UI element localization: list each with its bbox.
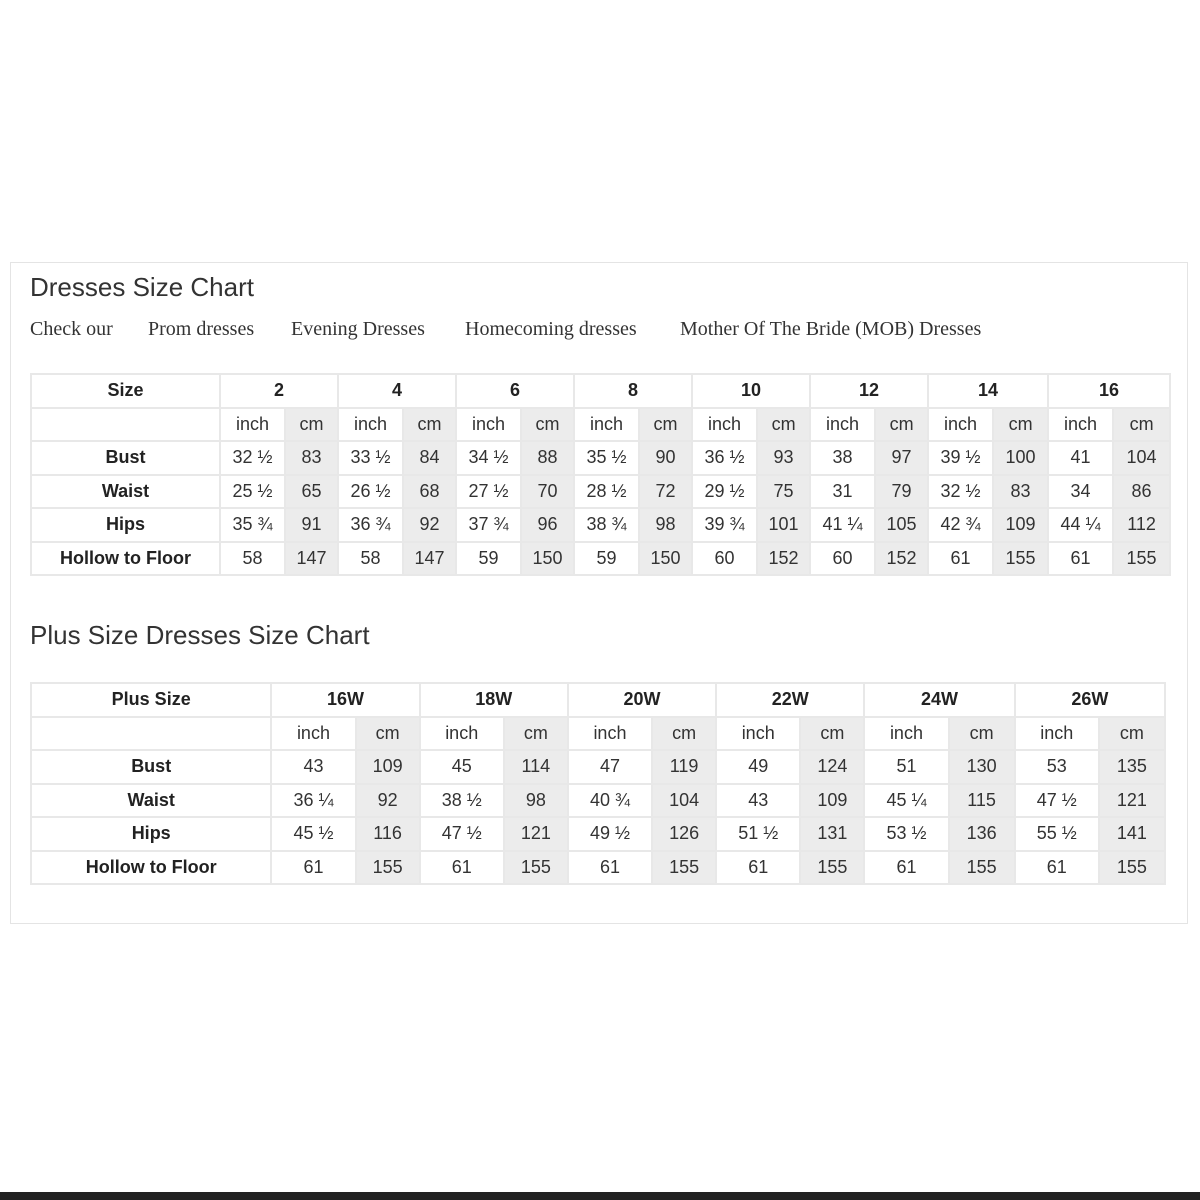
regular-size-header: 10: [692, 374, 810, 408]
cm-value-cell: 121: [1099, 784, 1165, 818]
link-mob-dresses[interactable]: Mother Of The Bride (MOB) Dresses: [680, 318, 982, 340]
cm-value-cell: 83: [993, 475, 1048, 509]
inch-value-cell: 42 ¾: [928, 508, 993, 542]
cm-value-cell: 92: [403, 508, 456, 542]
inch-value-cell: 61: [420, 851, 504, 885]
cm-value-cell: 155: [1113, 542, 1170, 576]
cm-value-cell: 72: [639, 475, 692, 509]
table-row: [31, 475, 1170, 509]
unit-inch: inch: [220, 408, 285, 442]
plus-size-header: 22W: [716, 683, 864, 717]
inch-value-cell: 43: [271, 750, 355, 784]
regular-size-header: 6: [456, 374, 574, 408]
inch-value-cell: 61: [928, 542, 993, 576]
cm-value-cell: 86: [1113, 475, 1170, 509]
inch-value-cell: 35 ½: [574, 441, 639, 475]
unit-cm: cm: [1099, 717, 1165, 751]
inch-value-cell: 44 ¼: [1048, 508, 1113, 542]
unit-cm: cm: [403, 408, 456, 442]
plus-size-header: 18W: [420, 683, 568, 717]
inch-value-cell: 33 ½: [338, 441, 403, 475]
cm-value-cell: 101: [757, 508, 810, 542]
cm-value-cell: 68: [403, 475, 456, 509]
cm-value-cell: 155: [652, 851, 716, 885]
table-row: [31, 817, 1165, 851]
cm-value-cell: 98: [504, 784, 568, 818]
cm-value-cell: 83: [285, 441, 338, 475]
table-row: [31, 441, 1170, 475]
cm-value-cell: 112: [1113, 508, 1170, 542]
cm-value-cell: 150: [639, 542, 692, 576]
inch-value-cell: 45 ½: [271, 817, 355, 851]
inch-value-cell: 58: [338, 542, 403, 576]
unit-inch: inch: [810, 408, 875, 442]
cm-value-cell: 152: [875, 542, 928, 576]
cm-value-cell: 155: [800, 851, 864, 885]
cm-value-cell: 155: [504, 851, 568, 885]
unit-cm: cm: [521, 408, 574, 442]
unit-inch: inch: [716, 717, 800, 751]
cm-value-cell: 93: [757, 441, 810, 475]
cm-value-cell: 98: [639, 508, 692, 542]
unit-cm: cm: [800, 717, 864, 751]
footer-bar: [0, 1192, 1200, 1200]
inch-value-cell: 61: [271, 851, 355, 885]
cm-value-cell: 65: [285, 475, 338, 509]
inch-value-cell: 51: [864, 750, 948, 784]
cm-value-cell: 96: [521, 508, 574, 542]
inch-value-cell: 32 ½: [928, 475, 993, 509]
inch-value-cell: 47 ½: [420, 817, 504, 851]
cm-value-cell: 131: [800, 817, 864, 851]
link-evening-dresses[interactable]: Evening Dresses: [291, 318, 425, 340]
unit-cm: cm: [504, 717, 568, 751]
inch-value-cell: 49 ½: [568, 817, 652, 851]
unit-cm: cm: [875, 408, 928, 442]
unit-cm: cm: [639, 408, 692, 442]
cm-value-cell: 70: [521, 475, 574, 509]
plus-size-label: Plus Size: [31, 683, 271, 717]
inch-value-cell: 38: [810, 441, 875, 475]
unit-cm: cm: [652, 717, 716, 751]
row-label: Bust: [31, 441, 220, 475]
plus-size-header: 24W: [864, 683, 1014, 717]
cm-value-cell: 116: [356, 817, 420, 851]
inch-value-cell: 29 ½: [692, 475, 757, 509]
plus-size-header: 20W: [568, 683, 716, 717]
row-label: Hollow to Floor: [31, 851, 271, 885]
cm-value-cell: 104: [652, 784, 716, 818]
cm-value-cell: 92: [356, 784, 420, 818]
unit-inch: inch: [568, 717, 652, 751]
regular-size-header: 16: [1048, 374, 1170, 408]
row-label: Waist: [31, 475, 220, 509]
unit-cm: cm: [757, 408, 810, 442]
plus-size-header: 16W: [271, 683, 419, 717]
regular-units-row: [31, 408, 1170, 442]
plus-size-header: 26W: [1015, 683, 1165, 717]
plus-header-row: [31, 683, 1165, 717]
cm-value-cell: 141: [1099, 817, 1165, 851]
table-row: [31, 542, 1170, 576]
unit-inch: inch: [864, 717, 948, 751]
inch-value-cell: 27 ½: [456, 475, 521, 509]
inch-value-cell: 53: [1015, 750, 1099, 784]
page-title: Dresses Size Chart: [30, 272, 254, 302]
cm-value-cell: 91: [285, 508, 338, 542]
inch-value-cell: 28 ½: [574, 475, 639, 509]
cm-value-cell: 135: [1099, 750, 1165, 784]
unit-inch: inch: [1015, 717, 1099, 751]
cm-value-cell: 147: [403, 542, 456, 576]
cm-value-cell: 130: [949, 750, 1015, 784]
inch-value-cell: 38 ¾: [574, 508, 639, 542]
regular-size-header: 8: [574, 374, 692, 408]
cm-value-cell: 155: [949, 851, 1015, 885]
inch-value-cell: 43: [716, 784, 800, 818]
inch-value-cell: 39 ¾: [692, 508, 757, 542]
inch-value-cell: 47: [568, 750, 652, 784]
row-label: Waist: [31, 784, 271, 818]
regular-header-row: [31, 374, 1170, 408]
link-homecoming-dresses[interactable]: Homecoming dresses: [465, 318, 637, 340]
inch-value-cell: 25 ½: [220, 475, 285, 509]
inch-value-cell: 32 ½: [220, 441, 285, 475]
inch-value-cell: 61: [864, 851, 948, 885]
cm-value-cell: 90: [639, 441, 692, 475]
cm-value-cell: 147: [285, 542, 338, 576]
cm-value-cell: 88: [521, 441, 574, 475]
cm-value-cell: 79: [875, 475, 928, 509]
unit-inch: inch: [338, 408, 403, 442]
inch-value-cell: 36 ½: [692, 441, 757, 475]
inch-value-cell: 61: [1015, 851, 1099, 885]
table-row: [31, 750, 1165, 784]
table-row: [31, 508, 1170, 542]
inch-value-cell: 26 ½: [338, 475, 403, 509]
link-prom-dresses[interactable]: Prom dresses: [148, 318, 255, 340]
inch-value-cell: 34: [1048, 475, 1113, 509]
plus-units-blank: [31, 717, 271, 751]
inch-value-cell: 45: [420, 750, 504, 784]
inch-value-cell: 35 ¾: [220, 508, 285, 542]
inch-value-cell: 61: [716, 851, 800, 885]
cm-value-cell: 109: [993, 508, 1048, 542]
unit-inch: inch: [574, 408, 639, 442]
cm-value-cell: 97: [875, 441, 928, 475]
regular-units-blank: [31, 408, 220, 442]
unit-inch: inch: [692, 408, 757, 442]
plus-units-row: [31, 717, 1165, 751]
cm-value-cell: 136: [949, 817, 1015, 851]
cm-value-cell: 155: [993, 542, 1048, 576]
inch-value-cell: 61: [1048, 542, 1113, 576]
inch-value-cell: 40 ¾: [568, 784, 652, 818]
inch-value-cell: 59: [574, 542, 639, 576]
unit-inch: inch: [928, 408, 993, 442]
cm-value-cell: 109: [356, 750, 420, 784]
cm-value-cell: 152: [757, 542, 810, 576]
inch-value-cell: 39 ½: [928, 441, 993, 475]
regular-size-header: 14: [928, 374, 1048, 408]
cm-value-cell: 75: [757, 475, 810, 509]
cm-value-cell: 119: [652, 750, 716, 784]
cm-value-cell: 155: [356, 851, 420, 885]
unit-cm: cm: [993, 408, 1048, 442]
row-label: Hips: [31, 508, 220, 542]
cm-value-cell: 84: [403, 441, 456, 475]
cm-value-cell: 155: [1099, 851, 1165, 885]
inch-value-cell: 38 ½: [420, 784, 504, 818]
cm-value-cell: 150: [521, 542, 574, 576]
unit-cm: cm: [1113, 408, 1170, 442]
inch-value-cell: 55 ½: [1015, 817, 1099, 851]
regular-size-header: 12: [810, 374, 928, 408]
plus-size-table: [30, 682, 1166, 885]
unit-inch: inch: [1048, 408, 1113, 442]
inch-value-cell: 31: [810, 475, 875, 509]
regular-size-header: 2: [220, 374, 338, 408]
inch-value-cell: 59: [456, 542, 521, 576]
unit-cm: cm: [356, 717, 420, 751]
cm-value-cell: 109: [800, 784, 864, 818]
cm-value-cell: 105: [875, 508, 928, 542]
inch-value-cell: 41 ¼: [810, 508, 875, 542]
inch-value-cell: 53 ½: [864, 817, 948, 851]
inch-value-cell: 49: [716, 750, 800, 784]
row-label: Bust: [31, 750, 271, 784]
inch-value-cell: 45 ¼: [864, 784, 948, 818]
inch-value-cell: 34 ½: [456, 441, 521, 475]
inch-value-cell: 60: [810, 542, 875, 576]
cm-value-cell: 104: [1113, 441, 1170, 475]
cm-value-cell: 126: [652, 817, 716, 851]
row-label: Hips: [31, 817, 271, 851]
inch-value-cell: 47 ½: [1015, 784, 1099, 818]
unit-inch: inch: [420, 717, 504, 751]
cm-value-cell: 121: [504, 817, 568, 851]
regular-size-label: Size: [31, 374, 220, 408]
cm-value-cell: 114: [504, 750, 568, 784]
table-row: [31, 851, 1165, 885]
unit-inch: inch: [456, 408, 521, 442]
cm-value-cell: 124: [800, 750, 864, 784]
inch-value-cell: 58: [220, 542, 285, 576]
inch-value-cell: 51 ½: [716, 817, 800, 851]
inch-value-cell: 60: [692, 542, 757, 576]
unit-cm: cm: [949, 717, 1015, 751]
row-label: Hollow to Floor: [31, 542, 220, 576]
regular-size-table: [30, 373, 1171, 576]
links-intro: Check our: [30, 318, 113, 340]
unit-cm: cm: [285, 408, 338, 442]
inch-value-cell: 36 ¾: [338, 508, 403, 542]
inch-value-cell: 41: [1048, 441, 1113, 475]
cm-value-cell: 100: [993, 441, 1048, 475]
regular-size-header: 4: [338, 374, 456, 408]
plus-size-title: Plus Size Dresses Size Chart: [30, 620, 370, 650]
inch-value-cell: 36 ¼: [271, 784, 355, 818]
unit-inch: inch: [271, 717, 355, 751]
cm-value-cell: 115: [949, 784, 1015, 818]
inch-value-cell: 61: [568, 851, 652, 885]
table-row: [31, 784, 1165, 818]
inch-value-cell: 37 ¾: [456, 508, 521, 542]
